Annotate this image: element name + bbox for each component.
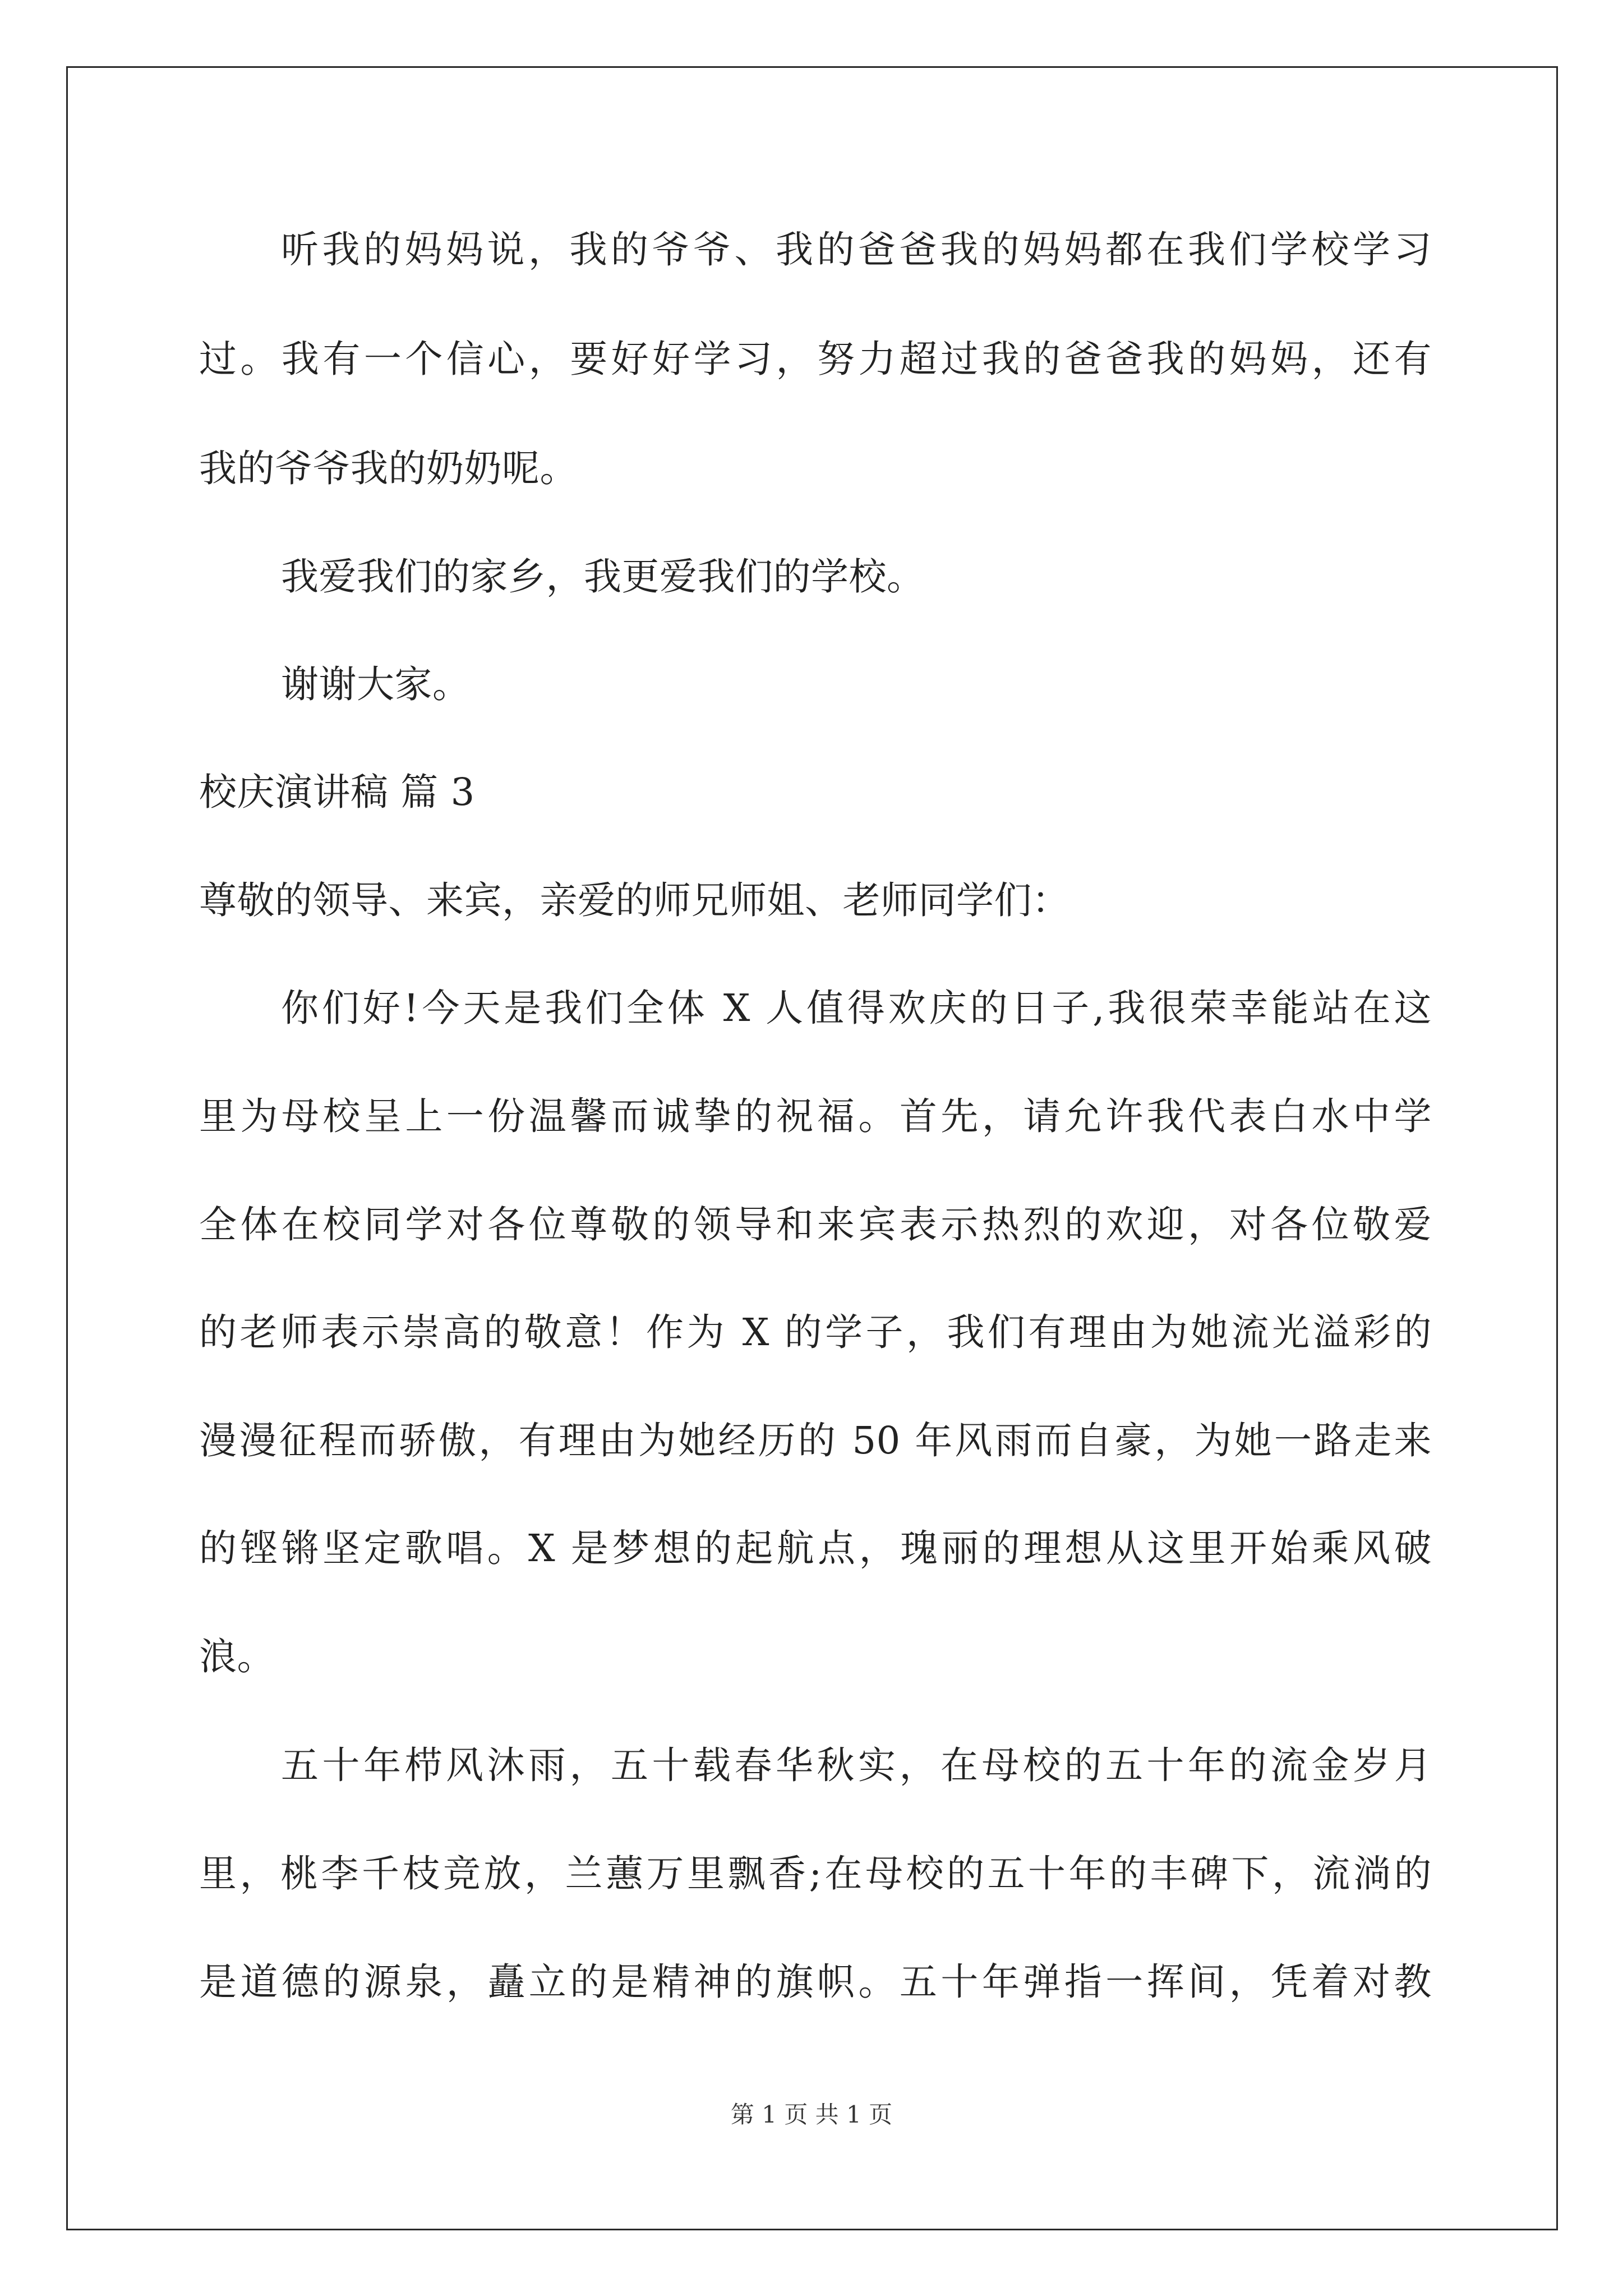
paragraph-1-line-3: 我的爷爷我的奶奶呢。: [199, 447, 578, 490]
paragraph-5-line-2: 里，桃李千枝竞放，兰蕙万里飘香;在母校的五十年的丰碑下，流淌的: [199, 1852, 1432, 1895]
paragraph-1-line-1: 听我的妈妈说，我的爷爷、我的爸爸我的妈妈都在我们学校学习: [281, 228, 1432, 272]
paragraph-1-line-2: 过。我有一个信心，要好好学习，努力超过我的爸爸我的妈妈，还有: [199, 337, 1432, 381]
paragraph-4-line-1: 你们好!今天是我们全体 X 人值得欢庆的日子,我很荣幸能站在这: [281, 986, 1432, 1030]
section-heading: 校庆演讲稿 篇 3: [199, 770, 475, 814]
paragraph-2: 我爱我们的家乡，我更爱我们的学校。: [281, 555, 925, 599]
paragraph-5-line-3: 是道德的源泉，矗立的是精神的旗帜。五十年弹指一挥间，凭着对教: [199, 1960, 1432, 2004]
paragraph-4-line-7: 浪。: [199, 1635, 275, 1678]
paragraph-5-line-1: 五十年栉风沐雨，五十载春华秋实，在母校的五十年的流金岁月: [281, 1743, 1432, 1787]
paragraph-3: 谢谢大家。: [281, 662, 471, 706]
paragraph-4-line-3: 全体在校同学对各位尊敬的领导和来宾表示热烈的欢迎，对各位敬爱: [199, 1203, 1432, 1246]
paragraph-4-line-4: 的老师表示崇高的敬意！作为 X 的学子，我们有理由为她流光溢彩的: [199, 1310, 1432, 1354]
salutation: 尊敬的领导、来宾，亲爱的师兄师姐、老师同学们：: [199, 878, 1070, 922]
paragraph-4-line-6: 的铿锵坚定歌唱。X 是梦想的起航点，瑰丽的理想从这里开始乘风破: [199, 1526, 1432, 1570]
page-border: [66, 66, 1558, 2230]
page-footer: 第 1 页 共 1 页: [730, 2101, 893, 2128]
paragraph-4-line-5: 漫漫征程而骄傲，有理由为她经历的 50 年风雨而自豪，为她一路走来: [199, 1419, 1432, 1462]
paragraph-4-line-2: 里为母校呈上一份温馨而诚挚的祝福。首先，请允许我代表白水中学: [199, 1094, 1432, 1138]
